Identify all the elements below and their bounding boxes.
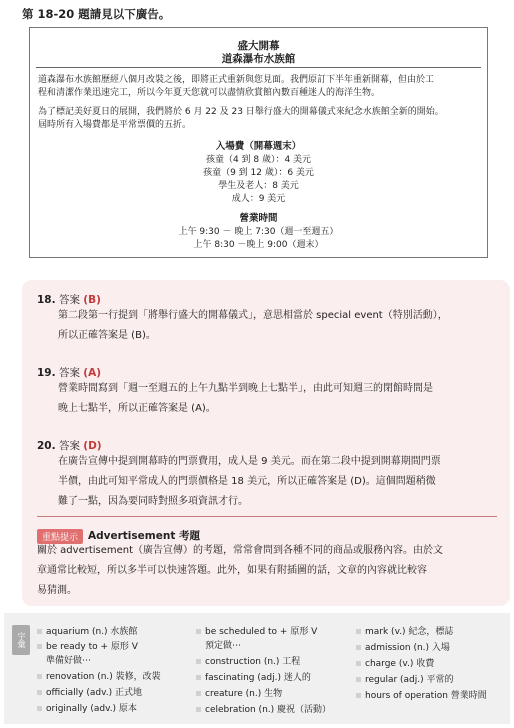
ad-paragraph-2: 為了標記美好夏日的展開，我們將於 6 月 22 及 23 日舉行盛大的開幕儀式來紀念水族館全新的開始。 屆時所有入場費都是平常票價的五折。 [38, 107, 444, 130]
admission-heading: 入場費（開幕週末） [215, 141, 302, 152]
answer-19-choice: (A) [83, 367, 102, 379]
vocab-item: officially (adv.) 正式地 [37, 688, 142, 699]
ad-title-line2: 道森瀑布水族館 [221, 53, 296, 65]
ad-title-line1: 盛大開幕 [237, 40, 280, 52]
vocab-item: aquarium (n.) 水族館 [37, 627, 137, 638]
answer-20-explanation: 在廣告宣傳中提到開幕時的門票費用，成人是 9 美元。而在第二段中提到開幕期間門票 半價，由此可知平常成人的門票價格是 18 美元，所以正確答案是 (D)。這個問題稍微 難了一點，因為要同時對照多項資訊才行。 [58, 456, 441, 507]
answer-18-choice: (B) [83, 294, 101, 306]
tip-badge: 重點提示 [37, 529, 83, 544]
vocab-item: regular (adj.) 平常的 [356, 675, 454, 686]
vocab-item: fascinating (adj.) 迷人的 [196, 673, 311, 684]
answer-explanation-box [22, 280, 510, 606]
answer-18-explanation: 第二段第一行提到「將舉行盛大的開幕儀式」，意思相當於 special event（特別活動）， 所以正確答案是 (B)。 [58, 310, 448, 341]
admission-line: 孩童（9 到 12 歲）：6 美元 [203, 168, 314, 178]
hours-line: 上午 9:30 － 晚上 7:30（週一至週五） [178, 227, 339, 237]
vocab-item: celebration (n.) 慶祝（活動） [196, 705, 331, 716]
hours-line: 上午 8:30 －晚上 9:00（週末） [193, 240, 324, 250]
vocab-item-continued: 準備好做⋯ [46, 656, 92, 666]
vocab-item: creature (n.) 生物 [196, 689, 282, 700]
tip-title: Advertisement 考題 [88, 530, 200, 542]
hours-heading: 營業時間 [239, 213, 278, 224]
tip-body: 關於 advertisement（廣告宣傳）的考題，常常會問到各種不同的商品或服務內容。由於文 章通常比較短，所以多半可以快速答題。此外，如果有附插圖的話，文章的內容就比較容 易猜測。 [37, 545, 444, 596]
answer-20-choice: (D) [83, 440, 102, 452]
vocab-item: be ready to + 原形 V [37, 642, 138, 653]
vocab-item: be scheduled to + 原形 V [196, 627, 317, 638]
admission-line: 成人：9 美元 [231, 194, 286, 204]
section-heading: 第 18-20 題請見以下廣告。 [22, 7, 171, 21]
vocab-item: originally (adv.) 原本 [37, 704, 137, 715]
answer-19-header: 19. 答案 (A) [37, 367, 102, 379]
vocab-item: admission (n.) 入場 [356, 643, 450, 654]
ad-title-divider [36, 67, 481, 68]
vocab-item: hours of operation 營業時間 [356, 691, 487, 702]
vocab-item: mark (v.) 紀念，標誌 [356, 627, 453, 638]
answer-19-explanation: 營業時間寫到「週一至週五的上午九點半到晚上七點半」，由此可知週三的閉館時間是 晚上七點半，所以正確答案是 (A)。 [58, 383, 433, 414]
vocab-item: construction (n.) 工程 [196, 657, 300, 668]
answer-20-header: 20. 答案 (D) [37, 440, 102, 452]
admission-line: 學生及老人：8 美元 [218, 181, 299, 191]
admission-line: 孩童（4 到 8 歲）：4 美元 [205, 155, 312, 165]
vocab-item: renovation (n.) 裝修，改裝 [37, 672, 161, 683]
ad-paragraph-1: 道森瀑布水族館歷經八個月改裝之後，即將正式重新與您見面。我們原訂下半年重新開幕，但由於工 程和清潔作業迅速完工，所以今年夏天您就可以盡情欣賞館內數百種迷人的海洋生物。 [38, 75, 435, 98]
tip-divider [37, 516, 497, 517]
vocabulary-box [4, 613, 510, 724]
advertisement-box [29, 27, 488, 258]
vocab-item: charge (v.) 收費 [356, 659, 434, 670]
answer-18-header: 18. 答案 (B) [37, 294, 101, 306]
vocab-item-continued: 預定做⋯ [205, 641, 242, 651]
vocab-badge: 字彙 [12, 625, 30, 655]
